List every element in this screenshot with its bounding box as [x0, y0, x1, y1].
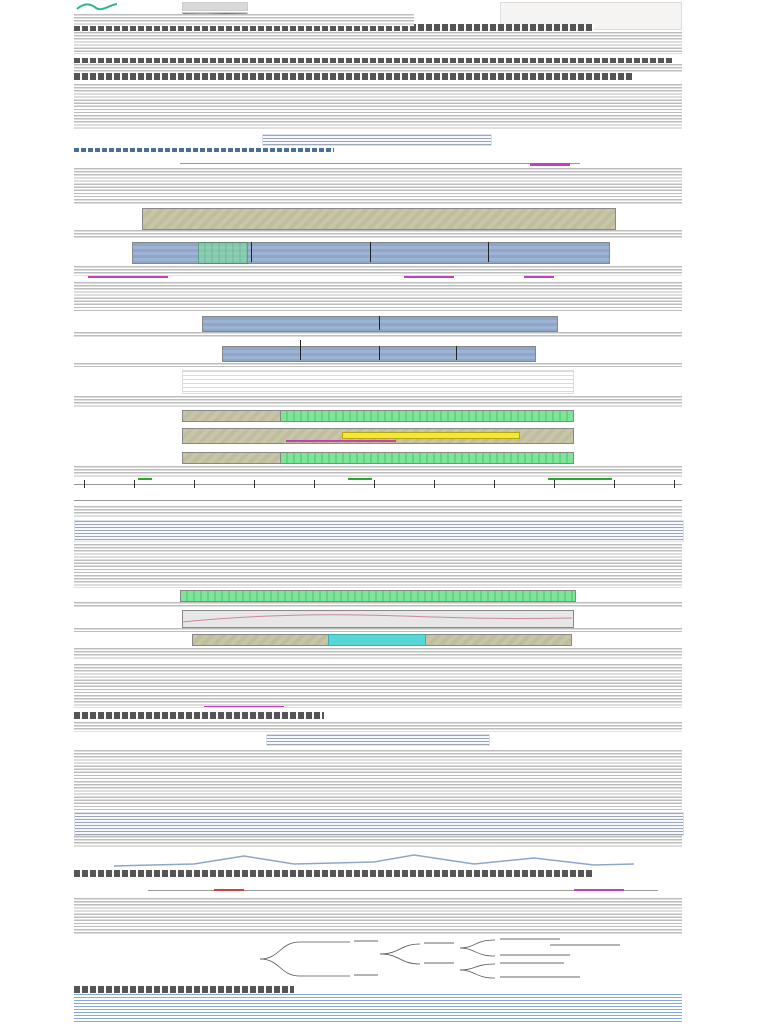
- sequence-ruler: [74, 500, 682, 501]
- header-banner-top: [182, 2, 248, 11]
- feature-highlight: [204, 706, 284, 707]
- sequence-tick: [374, 480, 375, 488]
- alignment-conservation-plot: [114, 852, 634, 868]
- section-heading: [74, 712, 324, 719]
- coverage-curve: [182, 610, 572, 626]
- alignment-highlight-green: [198, 242, 248, 264]
- section-paragraph: [74, 396, 682, 408]
- section-paragraph: [74, 84, 682, 130]
- feature-marker-green: [138, 478, 152, 480]
- subsection-heading: [74, 148, 334, 152]
- section-paragraph: [74, 898, 682, 934]
- alignment-figure-blue: [202, 316, 558, 332]
- feature-highlight: [530, 163, 570, 166]
- section-paragraph: [74, 722, 682, 732]
- site-logo[interactable]: [76, 2, 118, 11]
- sequence-block: [262, 134, 492, 146]
- section-paragraph: [74, 750, 682, 810]
- references-heading: [74, 986, 294, 993]
- section-heading: [74, 870, 594, 877]
- sequence-tick: [674, 480, 675, 488]
- alignment-divider: [488, 242, 489, 262]
- feature-highlight: [574, 889, 624, 891]
- alignment-figure-green: [180, 590, 576, 602]
- alignment-divider: [251, 242, 252, 262]
- section-paragraph: [74, 836, 682, 848]
- section-paragraph: [74, 664, 682, 708]
- figure-caption: [74, 628, 682, 632]
- section-heading: [74, 73, 634, 80]
- feature-highlight: [404, 276, 454, 278]
- figure-caption: [74, 602, 682, 608]
- phylogenetic-tree: [250, 936, 630, 982]
- feature-highlight: [286, 440, 396, 442]
- sequence-tick: [614, 480, 615, 488]
- code-block: [74, 812, 684, 836]
- section-paragraph: [74, 168, 682, 204]
- sequence-tick: [554, 480, 555, 488]
- sequence-tick: [434, 480, 435, 488]
- feature-highlight-yellow: [342, 432, 520, 439]
- code-block: [74, 520, 684, 542]
- figure-caption: [74, 363, 682, 367]
- sequence-ruler: [74, 484, 682, 485]
- figure-caption: [74, 230, 682, 238]
- section-paragraph: [74, 648, 682, 660]
- section-paragraph: [74, 64, 682, 72]
- alignment-highlight-cyan: [328, 634, 426, 646]
- feature-highlight: [88, 276, 168, 278]
- section-paragraph: [74, 282, 682, 312]
- feature-marker-green: [548, 478, 612, 480]
- references-list: [74, 994, 682, 1022]
- alignment-divider: [300, 340, 301, 360]
- sequence-tick: [194, 480, 195, 488]
- sequence-tick: [134, 480, 135, 488]
- intro-paragraph: [74, 14, 414, 26]
- alignment-figure-green: [280, 410, 574, 422]
- figure-caption: [74, 266, 682, 276]
- alignment-divider: [370, 242, 371, 262]
- data-table: [182, 370, 574, 394]
- section-paragraph: [74, 506, 682, 518]
- sequence-block: [266, 734, 490, 746]
- section-paragraph: [74, 466, 682, 478]
- feature-highlight: [524, 276, 554, 278]
- alignment-divider: [456, 346, 457, 360]
- alignment-figure-green: [280, 452, 574, 464]
- sequence-tick: [254, 480, 255, 488]
- feature-marker-green: [348, 478, 372, 480]
- sequence-tick: [494, 480, 495, 488]
- figure-caption: [74, 332, 682, 338]
- feature-highlight-red: [214, 889, 244, 891]
- alignment-divider: [379, 346, 380, 360]
- section-paragraph: [74, 32, 682, 54]
- sequence-tick: [84, 480, 85, 488]
- section-paragraph: [74, 544, 682, 588]
- section-heading: [74, 58, 674, 63]
- alignment-divider: [379, 316, 380, 330]
- sequence-ruler: [180, 163, 580, 164]
- alignment-figure-tan: [142, 208, 616, 230]
- article-page: [74, 0, 682, 1024]
- sequence-tick: [314, 480, 315, 488]
